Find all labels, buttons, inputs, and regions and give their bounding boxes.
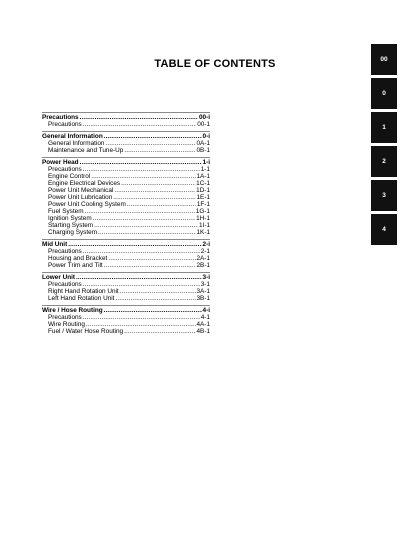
dot-leader xyxy=(108,255,195,262)
section-tab[interactable]: 3 xyxy=(371,180,397,211)
toc-entry-label: Wire Routing xyxy=(48,321,85,328)
toc-entry-label: Right Hand Rotation Unit xyxy=(48,288,119,295)
dot-leader xyxy=(124,147,195,154)
dot-leader xyxy=(105,140,195,147)
toc-entry-page: 1D-1 xyxy=(196,187,210,194)
toc-entry-page: 3A-1 xyxy=(196,288,210,295)
toc-entry-page: 4-1 xyxy=(200,314,210,321)
toc-entry-label: Power Head xyxy=(42,159,79,166)
toc-entry[interactable] xyxy=(42,281,210,288)
toc-entry-page: 3B-1 xyxy=(196,295,210,302)
toc-entry-page: 1I-1 xyxy=(198,222,210,229)
toc-entry-label: Power Unit Mechanical xyxy=(48,187,114,194)
toc-entry-page: 1G-1 xyxy=(195,208,210,215)
dot-leader xyxy=(86,321,196,328)
toc-entry-label: Fuel System xyxy=(48,208,84,215)
dot-leader xyxy=(124,328,195,335)
toc-entry-label: Precautions xyxy=(48,314,82,321)
toc-entry-page: 4A-1 xyxy=(196,321,210,328)
dot-leader xyxy=(83,281,200,288)
toc-entry-label: Starting System xyxy=(48,222,94,229)
toc-entry[interactable] xyxy=(42,166,210,173)
toc-entry[interactable] xyxy=(42,314,210,321)
toc-section-heading[interactable] xyxy=(42,158,210,166)
toc-entry-page: 4B-1 xyxy=(196,328,210,335)
dot-leader xyxy=(104,307,202,314)
toc-entry-page: 1F-1 xyxy=(196,201,210,208)
toc-entry[interactable] xyxy=(42,288,210,295)
section-tab[interactable]: 0 xyxy=(371,78,397,109)
toc-entry-page: 0-i xyxy=(202,133,210,140)
toc-entry[interactable] xyxy=(42,222,210,229)
toc-entry-label: Power Trim and Tilt xyxy=(48,262,103,269)
toc-entry-page: 4-i xyxy=(202,307,210,314)
toc-section xyxy=(42,131,210,154)
dot-leader xyxy=(113,194,195,201)
section-tab[interactable]: 4 xyxy=(371,214,397,245)
toc-section xyxy=(42,239,210,269)
toc-entry-label: Precautions xyxy=(42,114,79,121)
toc-entry-page: 3-i xyxy=(202,274,210,281)
toc-entry[interactable] xyxy=(42,248,210,255)
toc-entry[interactable] xyxy=(42,255,210,262)
toc-entry-label: Housing and Bracket xyxy=(48,255,108,262)
toc-section xyxy=(42,305,210,335)
page-title: TABLE OF CONTENTS xyxy=(154,58,276,70)
toc-entry-page: 1K-1 xyxy=(196,229,210,236)
toc-entry[interactable] xyxy=(42,328,210,335)
toc-entry[interactable] xyxy=(42,140,210,147)
toc-section xyxy=(42,112,210,128)
table-of-contents xyxy=(42,112,210,338)
toc-entry-label: Fuel / Water Hose Routing xyxy=(48,328,124,335)
toc-entry-label: Charging System xyxy=(48,229,98,236)
dot-leader xyxy=(83,314,200,321)
dot-leader xyxy=(80,159,202,166)
section-tab[interactable]: 2 xyxy=(371,146,397,177)
toc-entry-label: Engine Electrical Devices xyxy=(48,180,121,187)
dot-leader xyxy=(76,274,202,281)
toc-section-heading[interactable] xyxy=(42,306,210,314)
toc-entry[interactable] xyxy=(42,180,210,187)
section-tabs xyxy=(371,44,397,248)
toc-entry-page: 1A-1 xyxy=(196,173,210,180)
dot-leader xyxy=(114,187,195,194)
toc-entry-page: 1-i xyxy=(202,159,210,166)
toc-entry-page: 1H-1 xyxy=(196,215,210,222)
toc-entry-label: Maintenance and Tune-Up xyxy=(48,147,124,154)
dot-leader xyxy=(91,173,195,180)
toc-entry-page: 3-1 xyxy=(200,281,210,288)
toc-entry-label: Precautions xyxy=(48,281,82,288)
toc-entry-page: 0B-1 xyxy=(196,147,210,154)
toc-entry-label: Precautions xyxy=(48,248,82,255)
dot-leader xyxy=(104,262,196,269)
section-tab[interactable]: 1 xyxy=(371,112,397,143)
toc-entry-label: Engine Control xyxy=(48,173,91,180)
dot-leader xyxy=(104,133,202,140)
toc-entry[interactable] xyxy=(42,229,210,236)
dot-leader xyxy=(93,215,195,222)
dot-leader xyxy=(85,208,195,215)
toc-section xyxy=(42,272,210,302)
toc-entry-label: Wire / Hose Routing xyxy=(42,307,103,314)
toc-entry-page: 1C-1 xyxy=(196,180,210,187)
dot-leader xyxy=(80,114,198,121)
toc-entry[interactable] xyxy=(42,321,210,328)
toc-entry-page: 1E-1 xyxy=(196,194,210,201)
dot-leader xyxy=(115,295,195,302)
toc-entry[interactable] xyxy=(42,208,210,215)
toc-entry-label: Lower Unit xyxy=(42,274,76,281)
toc-entry[interactable] xyxy=(42,194,210,201)
toc-entry-page: 2-1 xyxy=(200,248,210,255)
dot-leader xyxy=(94,222,198,229)
toc-entry-page: 2-i xyxy=(202,241,210,248)
toc-entry[interactable] xyxy=(42,173,210,180)
toc-entry-page: 2B-1 xyxy=(196,262,210,269)
toc-entry-label: Precautions xyxy=(48,121,82,128)
toc-section-heading[interactable] xyxy=(42,273,210,281)
toc-entry[interactable] xyxy=(42,201,210,208)
toc-entry[interactable] xyxy=(42,121,210,128)
toc-entry-label: Mid Unit xyxy=(42,241,68,248)
section-tab[interactable]: 00 xyxy=(371,44,397,75)
toc-entry-label: Left Hand Rotation Unit xyxy=(48,295,115,302)
toc-entry-page: 00-1 xyxy=(197,121,210,128)
toc-entry-label: Precautions xyxy=(48,166,82,173)
dot-leader xyxy=(83,248,200,255)
toc-section-heading[interactable] xyxy=(42,240,210,248)
toc-entry[interactable] xyxy=(42,215,210,222)
dot-leader xyxy=(121,180,195,187)
toc-entry[interactable] xyxy=(42,295,210,302)
dot-leader xyxy=(83,166,200,173)
toc-entry-page: 2A-1 xyxy=(196,255,210,262)
dot-leader xyxy=(98,229,195,236)
dot-leader xyxy=(83,121,196,128)
dot-leader xyxy=(120,288,196,295)
toc-entry-page: 1-1 xyxy=(200,166,210,173)
toc-entry[interactable] xyxy=(42,147,210,154)
toc-section-heading[interactable] xyxy=(42,132,210,140)
toc-entry-page: 00-i xyxy=(198,114,210,121)
toc-entry-label: Power Unit Cooling System xyxy=(48,201,126,208)
dot-leader xyxy=(68,241,201,248)
toc-entry-label: Ignition System xyxy=(48,215,92,222)
toc-entry[interactable] xyxy=(42,262,210,269)
toc-entry-label: Power Unit Lubrication xyxy=(48,194,113,201)
dot-leader xyxy=(127,201,196,208)
toc-section-heading[interactable] xyxy=(42,113,210,121)
toc-section xyxy=(42,157,210,236)
toc-entry[interactable] xyxy=(42,187,210,194)
toc-entry-page: 0A-1 xyxy=(196,140,210,147)
toc-entry-label: General Information xyxy=(48,140,105,147)
toc-entry-label: General Information xyxy=(42,133,103,140)
